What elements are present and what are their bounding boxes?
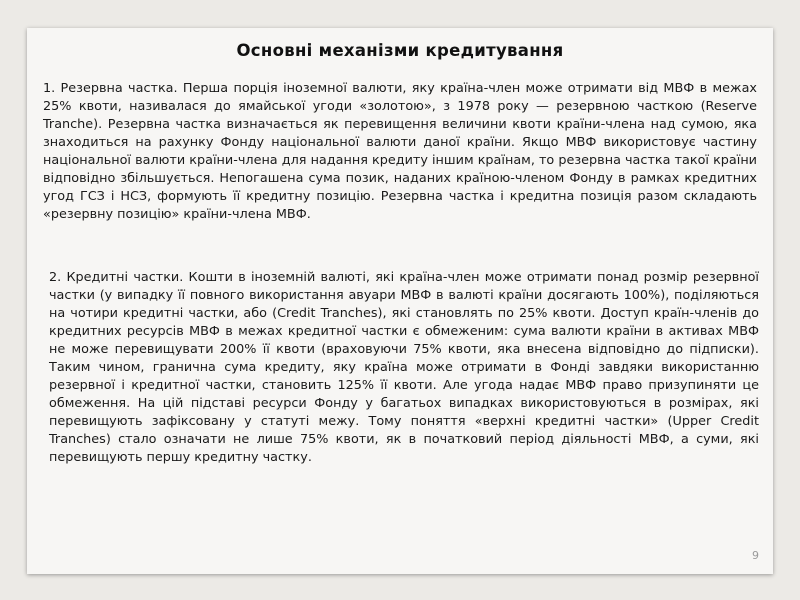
paragraph-credit-tranches: 2. Кредитні частки. Кошти в іноземній валюті, які країна-член може отримати понад розмір резервної частки (у випадку її повного використання авуари МВФ в валюті країни досягають 100%), поділяються на чотири кредитні частки, або (Credit Tranches), які становлять по 25% квоти. Доступ країн-членів до кредитних ресурсів МВФ в межах кредитної частки є обмеженим: сума валюти країни в активах МВФ не може перевищувати 200% її квоти (враховуючи 75% квоти, яка внесена відповідно до підписки). Таким чином, гранична сума кредиту, яку країна може отримати в Фонді завдяки використанню резервної і кредитної частки, становить 125% її квоти. Але угода надає МВФ право призупиняти це обмеження. На цій підставі ресурси Фонду у багатьох випадках використовуються в розмірах, які перевищують зафіксовану у статуті межу. Тому поняття «верхні кредитні частки» (Upper Credit Tranches) стало означати не лише 75% квоти, як в початковий період діяльності МВФ, а суми, які перевищують першу кредитну частку. <box>49 270 759 465</box>
paragraph-reserve-tranche: 1. Резервна частка. Перша порція іноземної валюти, яку країна-член може отримати від МВФ в межах 25% квоти, називалася до ямайської угоди «золотою», з 1978 року — резервною часткою (Reserve Tranche). Резервна частка визначається як перевищення величини квоти країни-члена над сумою, яка знаходиться на рахунку Фонду національної валюти даної країни. Якщо МВФ використовує частину національної валюти країни-члена для надання кредиту іншим країнам, то резервна частка такої країни відповідно збільшується. Непогашена сума позик, наданих країною-членом Фонду в рамках кредитних угод ГСЗ і НСЗ, формують її кредитну позицію. Резервна частка і кредитна позиція разом складають «резервну позицію» країни-члена МВФ. <box>43 81 757 222</box>
slide-title: Основні механізми кредитування <box>236 41 564 60</box>
page-number: 9 <box>752 549 759 562</box>
slide <box>27 28 773 574</box>
